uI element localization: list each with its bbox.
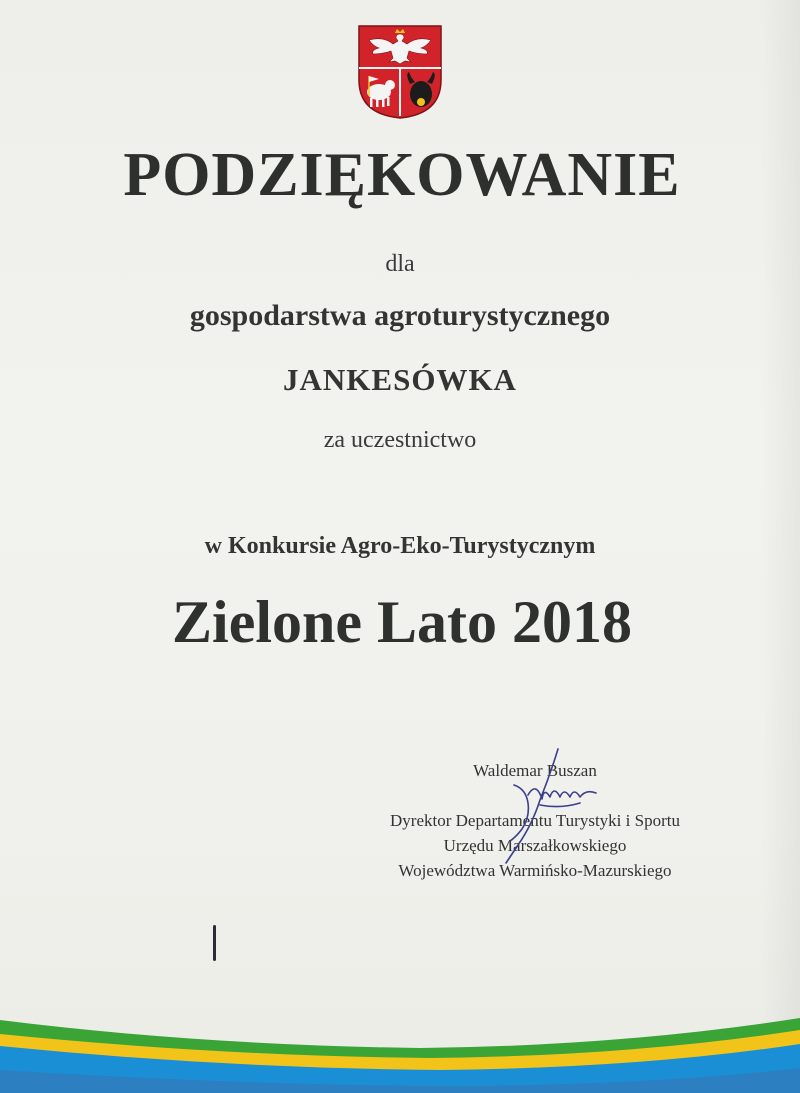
pen-mark	[213, 925, 216, 961]
contest-line: w Konkursie Agro-Eko-Turystycznym	[204, 533, 596, 559]
for-label: dla	[385, 251, 415, 277]
contest-name: Zielone Lato 2018	[172, 589, 632, 655]
recipient-name: JANKESÓWKA	[283, 362, 517, 397]
handwritten-signature	[470, 745, 620, 885]
reason-text: za uczestnictwo	[323, 427, 477, 453]
decorative-waves	[0, 990, 800, 1093]
signatory-role-line-3: Województwa Warmińsko-Mazurskiego	[398, 861, 672, 880]
signatory-role-line-1: Dyrektor Departamentu Turystyki i Sportu	[390, 811, 680, 830]
signatory-name: Waldemar Buszan	[473, 761, 597, 780]
document-title: PODZIĘKOWANIE	[123, 141, 681, 209]
recipient-type: gospodarstwa agroturystycznego	[189, 299, 611, 332]
signatory-role-line-2: Urzędu Marszałkowskiego	[443, 836, 627, 855]
coat-of-arms-icon	[357, 24, 443, 120]
